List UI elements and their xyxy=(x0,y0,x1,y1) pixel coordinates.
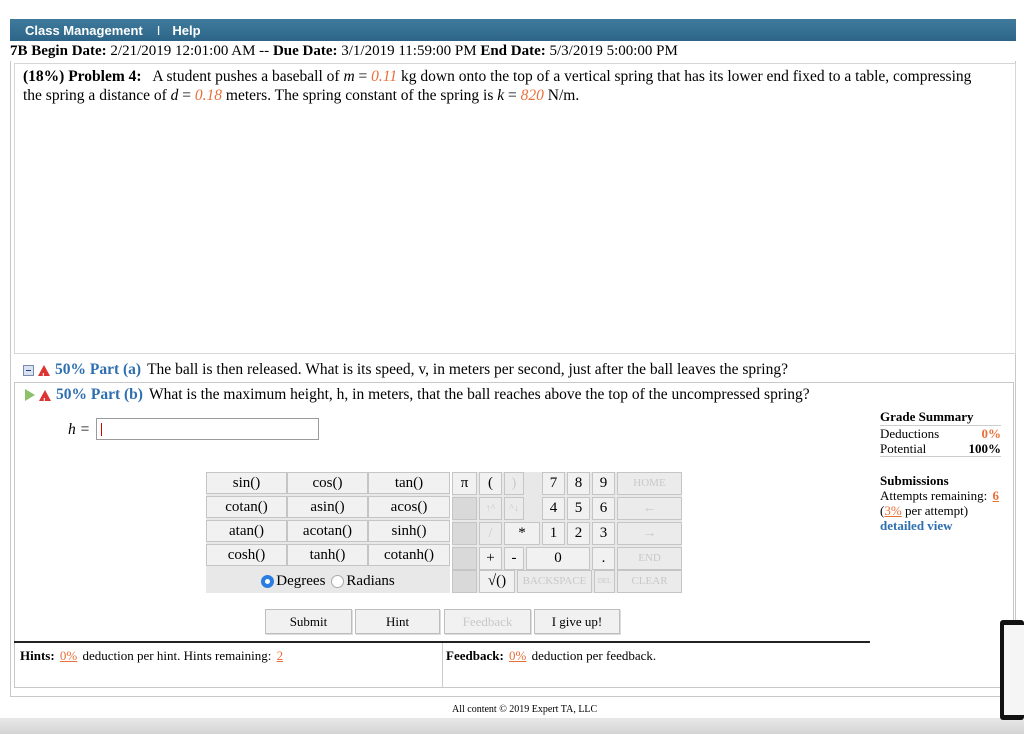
bottom-strip xyxy=(0,718,1024,734)
begin-date-value: 2/21/2019 12:01:00 AM -- xyxy=(110,43,270,59)
submissions-summary xyxy=(880,473,1001,533)
hints-remaining: 2 xyxy=(276,648,284,663)
key-5[interactable]: 5 xyxy=(567,497,590,520)
problem-header: (18%) Problem 4: xyxy=(23,68,142,85)
mass-symbol: m xyxy=(343,68,355,85)
answer-input[interactable] xyxy=(96,418,319,440)
degrees-label: Degrees xyxy=(276,572,326,589)
per-attempt-text: per attempt) xyxy=(904,503,969,518)
keypad xyxy=(452,472,682,593)
deductions-value: 0% xyxy=(981,426,1001,441)
problem-text-2: kg down onto the top of a vertical spring that has its lower end fixed to a xyxy=(401,68,852,85)
text-cursor xyxy=(101,423,102,436)
feedback-deduction: 0% xyxy=(509,648,527,663)
home-key[interactable]: HOME xyxy=(617,472,682,495)
class-management-link[interactable]: Class Management xyxy=(25,22,143,38)
plus-key[interactable]: + xyxy=(479,547,502,570)
attempts-label: Attempts remaining: xyxy=(880,488,988,503)
problem-text-1: A student pushes a baseball of xyxy=(152,68,340,85)
radians-label: Radians xyxy=(346,572,395,589)
sin-button[interactable]: sin() xyxy=(206,472,287,494)
multiply-key[interactable]: * xyxy=(504,522,540,545)
deductions-label: Deductions xyxy=(880,426,940,441)
left-arrow-key[interactable]: ← xyxy=(617,497,682,520)
blank-key xyxy=(452,547,477,570)
sinh-button[interactable]: sinh() xyxy=(368,520,450,542)
delete-key[interactable]: DEL xyxy=(594,570,615,593)
divider xyxy=(442,643,443,688)
key-6[interactable]: 6 xyxy=(592,497,615,520)
begin-date-label: Begin Date: xyxy=(31,43,107,59)
asin-button[interactable]: asin() xyxy=(287,496,368,518)
due-date-value: 3/1/2019 11:59:00 PM xyxy=(341,43,477,59)
attempts-row xyxy=(880,488,1001,503)
radians-radio[interactable] xyxy=(331,575,344,588)
potential-row xyxy=(880,441,1001,457)
grade-summary-title: Grade Summary xyxy=(880,409,1001,426)
part-a-question: The ball is then released. What is its speed, v, in meters per second, just after the ball leaves the spring? xyxy=(147,361,788,378)
blank-key xyxy=(452,497,477,520)
minus-key[interactable]: - xyxy=(504,547,524,570)
part-b-title: 50% Part (b) xyxy=(56,386,143,403)
potential-value: 100% xyxy=(968,441,1001,456)
detailed-view-link[interactable]: detailed view xyxy=(880,518,953,533)
blank-key xyxy=(452,522,477,545)
hints-feedback-bar xyxy=(14,641,870,688)
pi-key[interactable]: π xyxy=(452,472,477,495)
right-arrow-key[interactable]: → xyxy=(617,522,682,545)
warning-icon xyxy=(39,390,51,401)
decimal-key[interactable]: . xyxy=(592,547,615,570)
attempts-remaining: 6 xyxy=(992,488,999,503)
key-4[interactable]: 4 xyxy=(542,497,565,520)
key-2[interactable]: 2 xyxy=(567,522,590,545)
assignment-prefix: 7B xyxy=(10,43,28,59)
problem-text: (18%) Problem 4: A student pushes a baseball of m = 0.11 kg down onto the top of a vertical spring that has its lower end fixed to a table, compressing the spring a distance of d = 0.18 meters. The spring constant of the spring is k = 820 N/m. xyxy=(23,68,972,104)
tanh-button[interactable]: tanh() xyxy=(287,544,368,566)
grade-summary xyxy=(880,409,1001,457)
give-up-button[interactable]: I give up! xyxy=(534,609,620,634)
submissions-title: Submissions xyxy=(880,473,949,488)
distance-symbol: d xyxy=(170,87,179,104)
deductions-row xyxy=(880,426,1001,441)
assignment-dates xyxy=(10,42,1020,61)
hints-info xyxy=(20,648,285,664)
part-a-row[interactable] xyxy=(14,359,788,381)
part-a-title: 50% Part (a) xyxy=(55,361,142,378)
play-arrow-icon xyxy=(25,389,35,401)
mass-value: 0.11 xyxy=(371,68,398,85)
distance-value: 0.18 xyxy=(194,87,223,104)
due-date-label: Due Date: xyxy=(272,43,338,59)
angle-mode xyxy=(206,569,450,593)
superscript-down-key[interactable]: ^↓ xyxy=(504,497,524,520)
hint-button[interactable]: Hint xyxy=(355,609,440,634)
per-attempt-row xyxy=(880,503,1001,518)
problem-statement xyxy=(14,63,1016,354)
warning-icon xyxy=(38,365,50,376)
superscript-up-key[interactable]: ↑^ xyxy=(479,497,502,520)
answer-label: h = xyxy=(68,421,91,438)
feedback-button[interactable]: Feedback xyxy=(444,609,531,634)
spring-constant-value: 820 xyxy=(520,87,544,104)
part-b-row[interactable] xyxy=(15,384,810,406)
submit-button[interactable]: Submit xyxy=(265,609,352,634)
hints-text: deduction per hint. Hints remaining: xyxy=(82,648,272,663)
page-thumbnail[interactable] xyxy=(1000,620,1024,720)
part-b-question: What is the maximum height, h, in meters, that the ball reaches above the top of the uncompressed spring? xyxy=(148,386,810,403)
key-0[interactable]: 0 xyxy=(526,547,590,570)
per-attempt-paren: ( xyxy=(880,503,885,518)
key-7[interactable]: 7 xyxy=(542,472,565,495)
end-date-value: 5/3/2019 5:00:00 PM xyxy=(549,43,678,59)
degrees-radio[interactable] xyxy=(261,575,274,588)
key-1[interactable]: 1 xyxy=(542,522,565,545)
problem-text-5: N/m. xyxy=(547,87,580,104)
rparen-key[interactable]: ) xyxy=(504,472,524,495)
divide-key[interactable]: / xyxy=(479,522,502,545)
lparen-key[interactable]: ( xyxy=(479,472,502,495)
clear-key[interactable]: CLEAR xyxy=(617,570,682,593)
collapse-icon[interactable] xyxy=(23,365,34,376)
hint-deduction: 0% xyxy=(59,648,78,663)
top-menu-bar xyxy=(10,19,1016,41)
acos-button[interactable]: acos() xyxy=(368,496,450,518)
end-key[interactable]: END xyxy=(617,547,682,570)
feedback-label: Feedback: xyxy=(446,648,504,663)
cosh-button[interactable]: cosh() xyxy=(206,544,287,566)
tan-button[interactable]: tan() xyxy=(368,472,450,494)
menu-separator: I xyxy=(156,22,161,38)
problem-text-4: meters. The spring constant of the spring is xyxy=(225,87,494,104)
sqrt-key[interactable]: √() xyxy=(479,570,515,593)
spring-constant-symbol: k xyxy=(497,87,505,104)
hints-label: Hints: xyxy=(20,648,55,663)
cotan-button[interactable]: cotan() xyxy=(206,496,287,518)
backspace-key[interactable]: BACKSPACE xyxy=(517,570,592,593)
end-date-label: End Date: xyxy=(480,43,546,59)
cotanh-button[interactable]: cotanh() xyxy=(368,544,450,566)
feedback-info xyxy=(446,648,656,664)
key-3[interactable]: 3 xyxy=(592,522,615,545)
acotan-button[interactable]: acotan() xyxy=(287,520,368,542)
help-link[interactable]: Help xyxy=(172,22,201,38)
key-8[interactable]: 8 xyxy=(567,472,590,495)
feedback-text: deduction per feedback. xyxy=(531,648,657,663)
atan-button[interactable]: atan() xyxy=(206,520,287,542)
potential-label: Potential xyxy=(880,441,927,456)
per-attempt-pct: 3% xyxy=(884,503,902,518)
blank-key xyxy=(452,570,477,593)
cos-button[interactable]: cos() xyxy=(287,472,368,494)
thumbnail-preview xyxy=(1004,625,1024,715)
problem-text-3: table, compressing the spring a distance of xyxy=(23,68,972,104)
copyright: All content © 2019 Expert TA, LLC xyxy=(452,704,598,715)
key-9[interactable]: 9 xyxy=(592,472,615,495)
